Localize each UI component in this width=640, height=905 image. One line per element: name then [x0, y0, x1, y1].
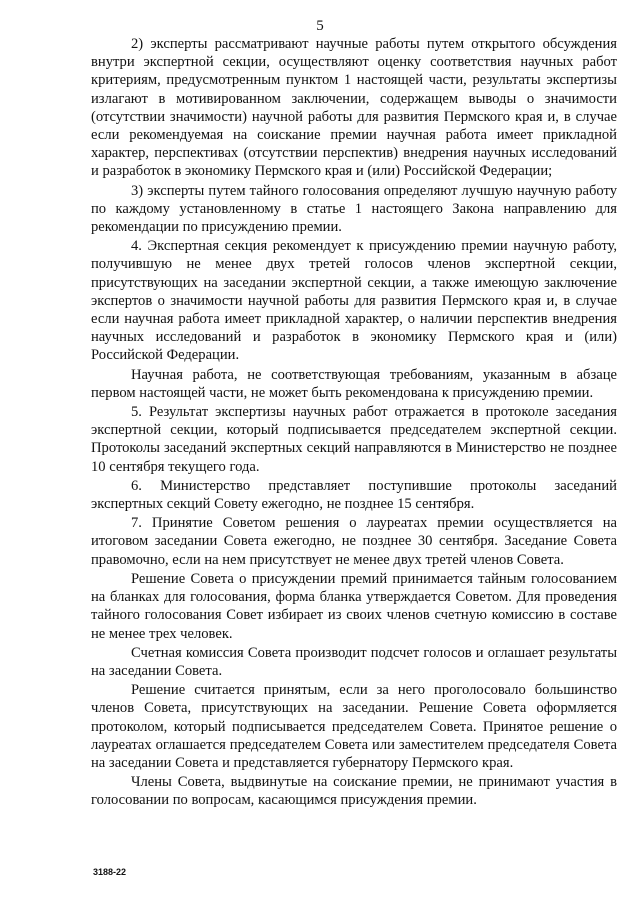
paragraph-decision-adopted: Решение считается принятым, если за него проголосовало большинство членов Совета, присутствующих на заседании. Решение Совета оформляется протоколом, который подписывается председателем Совета. Принятое решение о лауреатах оглашается председателем Совета или заместителем председателя Совета на заседании Совета и представляется губернатору Пермского края.	[91, 682, 617, 771]
paragraph-section-recommendation: 4. Экспертная секция рекомендует к присуждению премии научную работу, получившую не менее двух третей голосов членов экспертной секции, присутствующих на заседании экспертной секции, а также имеющую заключение экспертов о значимости научной работы для развития Пермского края и, в случае если научная работа имеет прикладной характер, о наличии перспектив внедрения научных исследований и разработок в экономику Пермского края и (или) Российской Федерации.	[91, 238, 617, 364]
page-number: 5	[316, 18, 324, 34]
paragraph-secret-ballot: Решение Совета о присуждении премий принимается тайным голосованием на бланках для голосования, форма бланка утверждается Советом. Для проведения тайного голосования Совет избирает из своих членов счетную комиссию в составе не менее трех человек.	[91, 570, 617, 642]
paragraph-secret-vote-experts: 3) эксперты путем тайного голосования определяют лучшую научную работу по каждому установленному в статье 1 настоящего Закона направлению для рекомендации по присуждению премии.	[91, 182, 617, 236]
document-code: 3188-22	[93, 867, 127, 877]
paragraph-experts-review: 2) эксперты рассматривают научные работы путем открытого обсуждения внутри экспертной секции, осуществляют оценку соответствия научных работ критериям, предусмотренным пунктом 1 настоящей части, результаты экспертизы излагают в мотивированном заключении, содержащем выводы о значимости (отсутствии значимости) научной работы для развития Пермского края и, в случае если рекомендуемая на соискание премии научная работа имеет прикладной характер, перспективах (отсутствии перспектив) внедрения научных исследований и разработок в экономику Пермского края и (или) Российской Федерации;	[91, 36, 617, 180]
paragraph-counting-commission: Счетная комиссия Совета производит подсчет голосов и оглашает результаты на заседании Совета.	[91, 644, 617, 679]
paragraph-noncompliant-work: Научная работа, не соответствующая требованиям, указанным в абзаце первом настоящей части, не может быть рекомендована к присуждению премии.	[91, 366, 617, 401]
document-body	[91, 35, 617, 811]
paragraph-ministry-submission: 6. Министерство представляет поступившие протоколы заседаний экспертных секций Совету ежегодно, не позднее 15 сентября.	[91, 477, 617, 513]
paragraph-council-decision: 7. Принятие Советом решения о лауреатах премии осуществляется на итоговом заседании Совета ежегодно, не позднее 30 сентября. Заседание Совета правомочно, если на нем присутствует не менее двух третей членов Совета.	[91, 515, 617, 568]
paragraph-nominee-members: Члены Совета, выдвинутые на соискание премии, не принимают участия в голосовании по вопросам, касающимся присуждения премии.	[91, 774, 617, 809]
paragraph-protocol: 5. Результат экспертизы научных работ отражается в протоколе заседания экспертной секции, который подписывается председателем экспертной секции. Протоколы заседаний экспертных секций направляются в Министерство не позднее 10 сентября текущего года.	[91, 404, 617, 475]
